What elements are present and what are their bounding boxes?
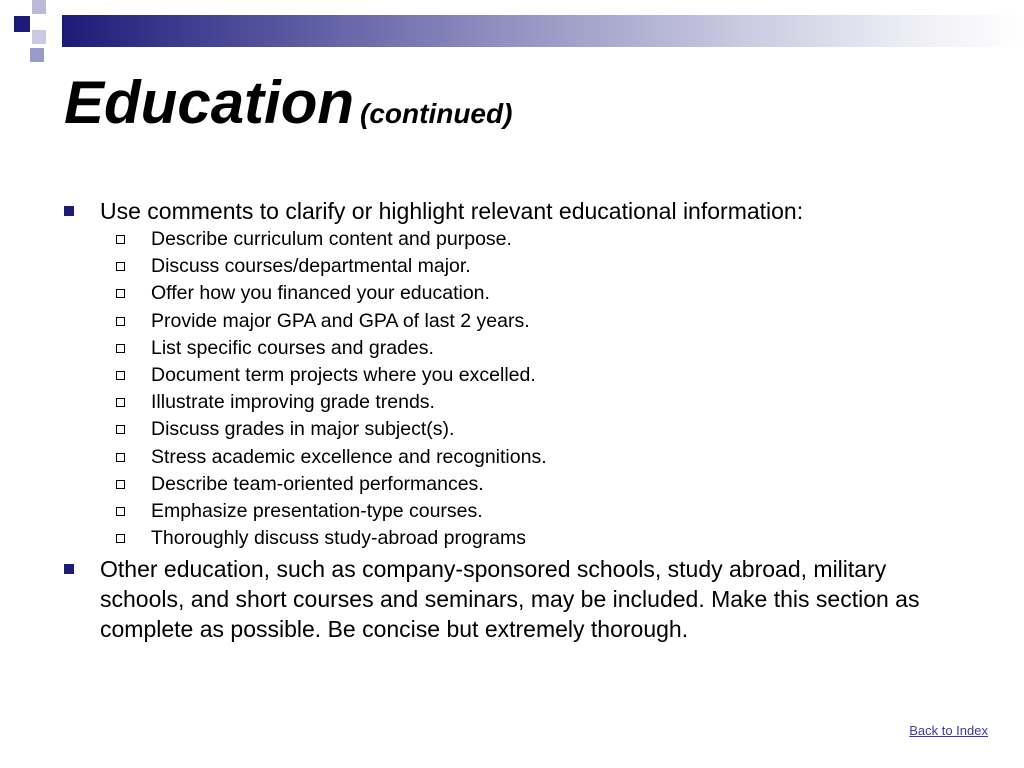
- sub-bullet-item: [62, 308, 962, 335]
- hollow-square-bullet-icon: [116, 262, 125, 271]
- hollow-square-bullet-icon: [116, 398, 125, 407]
- decorative-square: [14, 16, 30, 32]
- sub-bullet-item: [62, 335, 962, 362]
- sub-bullet-text: Stress academic excellence and recognitions.: [151, 445, 547, 468]
- hollow-square-bullet-icon: [116, 480, 125, 489]
- title-subtitle: (continued): [360, 98, 513, 129]
- sub-bullet-item: [62, 280, 962, 307]
- slide-title: [64, 68, 512, 137]
- sub-bullet-item: [62, 444, 962, 471]
- hollow-square-bullet-icon: [116, 289, 125, 298]
- back-to-index-link[interactable]: Back to Index: [909, 723, 988, 738]
- sub-bullet-item: [62, 253, 962, 280]
- bullet-item: [62, 196, 962, 226]
- sub-bullet-text: Emphasize presentation-type courses.: [151, 500, 483, 523]
- sub-bullet-text: Provide major GPA and GPA of last 2 years.: [151, 309, 530, 332]
- hollow-square-bullet-icon: [116, 371, 125, 380]
- slide-content: [62, 196, 962, 644]
- sub-bullet-text: Discuss courses/departmental major.: [151, 255, 471, 278]
- hollow-square-bullet-icon: [116, 317, 125, 326]
- square-bullet-icon: [64, 206, 74, 216]
- sub-bullet-text: Offer how you financed your education.: [151, 282, 490, 305]
- sub-bullet-text: Discuss grades in major subject(s).: [151, 418, 455, 441]
- hollow-square-bullet-icon: [116, 425, 125, 434]
- decorative-square: [32, 0, 46, 14]
- sub-bullet-item: [62, 471, 962, 498]
- sub-bullet-text: Describe curriculum content and purpose.: [151, 228, 512, 250]
- sub-bullet-text: Illustrate improving grade trends.: [151, 391, 435, 414]
- sub-bullet-text: Describe team-oriented performances.: [151, 472, 484, 495]
- sub-bullet-text: Document term projects where you excelled.: [151, 364, 536, 387]
- title-main: Education: [64, 69, 355, 136]
- header-gradient-bar: [62, 15, 1024, 47]
- sub-bullet-item: [62, 498, 962, 525]
- sub-bullet-item: [62, 525, 962, 552]
- bullet-text: Other education, such as company-sponsored schools, study abroad, military schools, and short courses and seminars, may be included. Make this section as complete as possible. Be concise but extremely thorough.: [100, 556, 920, 643]
- hollow-square-bullet-icon: [116, 344, 125, 353]
- sub-bullet-item: [62, 416, 962, 443]
- bullet-item: [62, 554, 962, 644]
- hollow-square-bullet-icon: [116, 453, 125, 462]
- hollow-square-bullet-icon: [116, 507, 125, 516]
- sub-bullet-text: Thoroughly discuss study-abroad programs: [151, 527, 527, 550]
- bullet-text: Use comments to clarify or highlight relevant educational information:: [100, 198, 804, 224]
- hollow-square-bullet-icon: [116, 534, 125, 543]
- sub-bullet-item: [62, 226, 962, 253]
- decorative-square: [30, 48, 44, 62]
- decorative-square: [32, 30, 46, 44]
- sub-bullet-item: [62, 389, 962, 416]
- sub-bullet-text: List specific courses and grades.: [151, 336, 434, 359]
- square-bullet-icon: [64, 564, 74, 574]
- hollow-square-bullet-icon: [116, 235, 125, 244]
- sub-bullet-list: [62, 226, 962, 552]
- sub-bullet-item: [62, 362, 962, 389]
